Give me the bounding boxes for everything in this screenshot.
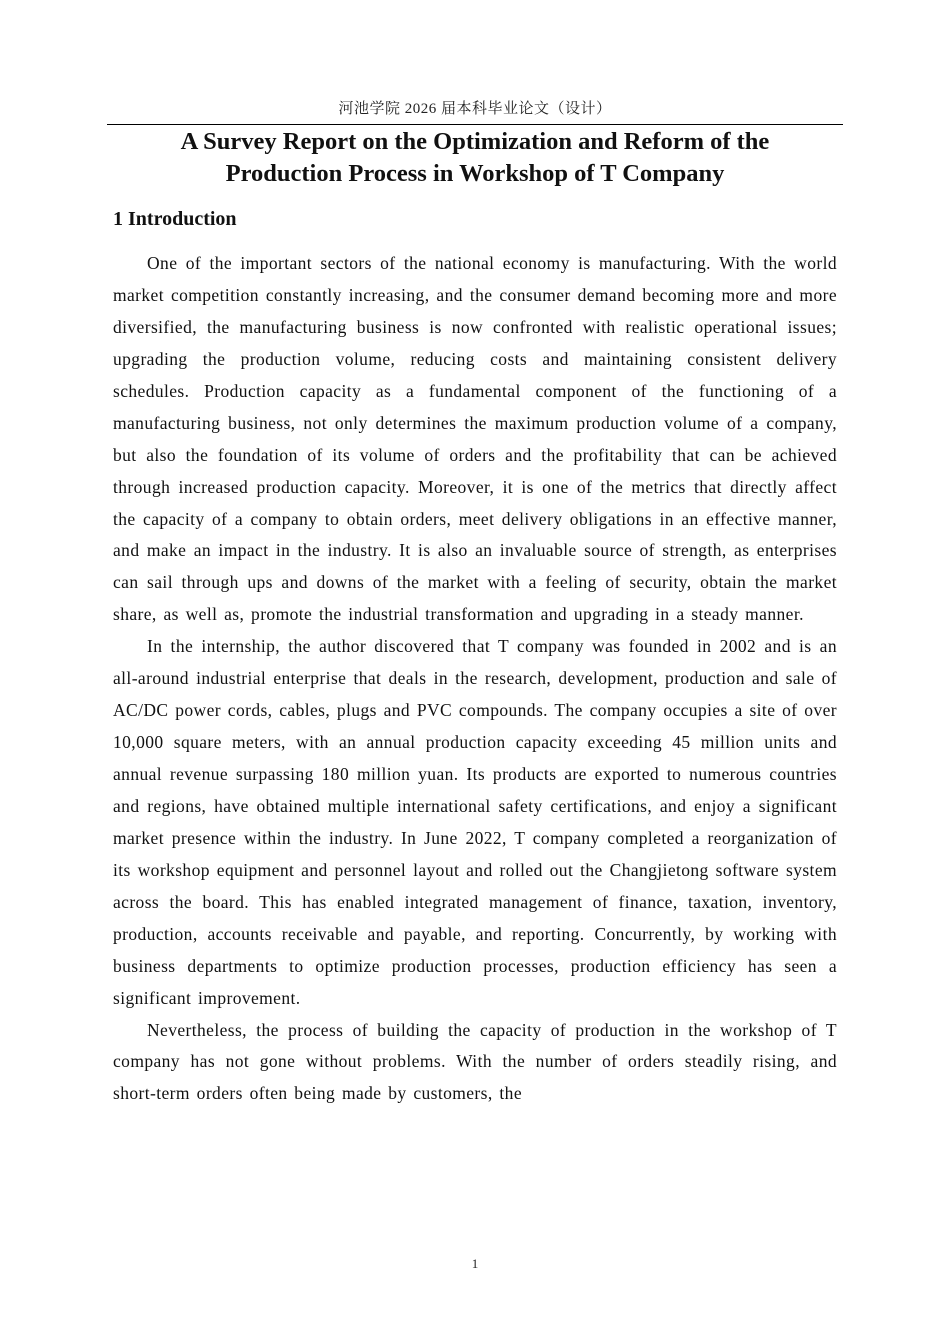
header-rule: [107, 124, 843, 125]
body-text: [113, 248, 837, 1110]
document-title: [107, 126, 843, 190]
section-heading: 1 Introduction: [113, 208, 237, 230]
page-number: 1: [471, 1256, 479, 1271]
paragraph-3: Nevertheless, the process of building the capacity of production in the workshop of T company has not gone without problems. With the number of orders steadily rising, and short-term orders often being made by customers, the: [113, 1019, 837, 1104]
title-line-2: Production Process in Workshop of T Company: [225, 160, 725, 187]
page-header: 河池学院 2026 届本科毕业论文（设计）: [338, 101, 612, 117]
paragraph-1: One of the important sectors of the national economy is manufacturing. With the world market competition constantly increasing, and the consumer demand becoming more and more diversified, the manufacturing business is now confronted with realistic operational issues; upgrading the production volume, reducing costs and maintaining consistent delivery schedules. Production capacity as a fundamental component of the functioning of a manufacturing business, not only determines the maximum production volume of a company, but also the foundation of its volume of orders and the profitability that can be achieved through increased production capacity. Moreover, it is one of the metrics that directly affect the capacity of a company to obtain orders, meet delivery obligations in an effective manner, and make an impact in the industry. It is also an invaluable source of strength, as enterprises can sail through ups and downs of the market with a feeling of security, obtain the market share, as well as, promote the industrial transformation and upgrading in a steady manner.: [113, 253, 837, 625]
title-line-1: A Survey Report on the Optimization and Reform of the: [180, 128, 770, 155]
paragraph-2: In the internship, the author discovered that T company was founded in 2002 and is an all-around industrial enterprise that deals in the research, development, production and sale of AC/DC power cords, cables, plugs and PVC compounds. The company occupies a site of over 10,000 square meters, with an annual production capacity exceeding 45 million units and annual revenue surpassing 180 million yuan. Its products are exported to numerous countries and regions, have obtained multiple international safety certifications, and enjoy a significant market presence within the industry. In June 2022, T company completed a reorganization of its workshop equipment and personnel layout and rolled out the Changjietong software system across the board. This has enabled integrated management of finance, taxation, inventory, production, accounts receivable and payable, and reporting. Concurrently, by working with business departments to optimize production processes, production efficiency has seen a significant improvement.: [113, 636, 837, 1008]
